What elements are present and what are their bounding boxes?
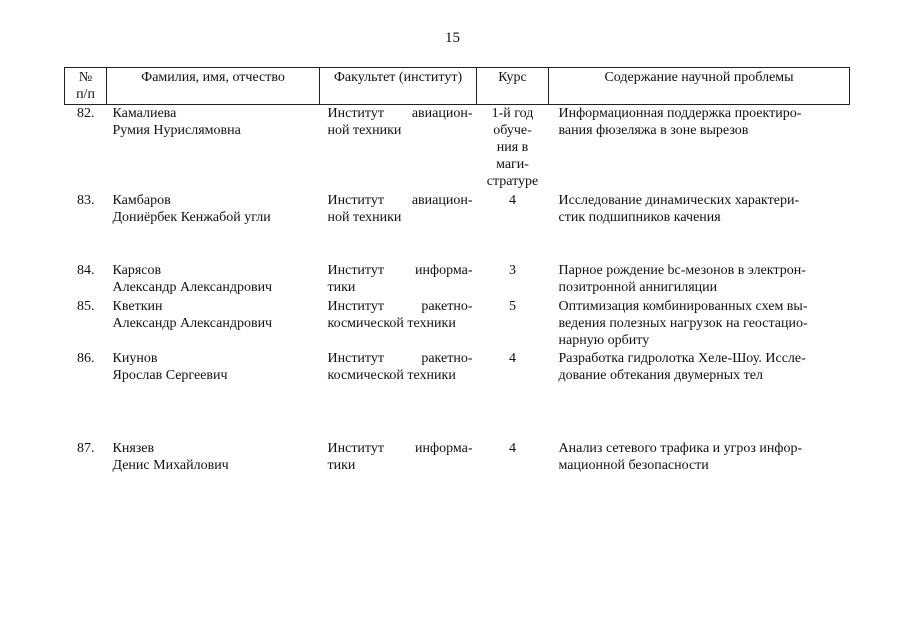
research-topic: Парное рождение bc-мезонов в электрон- позитронной аннигиляции [558, 262, 806, 295]
row-number: 85. [77, 298, 95, 314]
table-row [65, 192, 850, 262]
student-name: Киунов Ярослав Сергеевич [112, 350, 228, 383]
row-number: 82. [77, 106, 95, 121]
student-name: Карясов Александр Александрович [112, 262, 273, 295]
row-number: 86. [77, 350, 95, 366]
table-row [65, 298, 850, 350]
header-faculty: Факультет (институт) [320, 68, 477, 105]
table-row [65, 440, 850, 480]
research-topic: Анализ сетевого трафика и угроз инфор- мационной безопасности [558, 440, 803, 473]
course: 1-й год обуче- ния в маги- стратуре [486, 106, 539, 189]
student-name: Камбаров Дониёрбек Кенжабой угли [112, 192, 271, 225]
students-table [64, 67, 850, 480]
course: 4 [509, 440, 516, 456]
table-header-row [65, 68, 850, 105]
faculty: Институт ракетно- космической техники [327, 350, 473, 383]
course: 4 [509, 350, 516, 366]
faculty: Институт ракетно- космической техники [327, 298, 473, 331]
faculty: Институт информа- тики [327, 262, 473, 295]
header-name: Фамилия, имя, отчество [107, 68, 320, 105]
row-number: 84. [77, 262, 95, 278]
header-num: № п/п [65, 68, 107, 105]
research-topic: Оптимизация комбинированных схем вы- ведения полезных нагрузок на геостацио- нарную орбиту [558, 298, 808, 348]
research-topic: Разработка гидролотка Хеле-Шоу. Иссле- дование обтекания двумерных тел [558, 350, 806, 383]
student-name: Князев Денис Михайлович [112, 440, 229, 473]
row-number: 83. [77, 192, 95, 208]
faculty: Институт информа- тики [327, 440, 473, 473]
course: 3 [509, 262, 516, 278]
faculty: Институт авиацион- ной техники [327, 106, 473, 138]
course: 4 [509, 192, 516, 208]
research-topic: Исследование динамических характери- стик подшипников качения [558, 192, 800, 225]
research-topic: Информационная поддержка проектиро- вания фюзеляжа в зоне вырезов [558, 106, 802, 138]
table-row [65, 105, 850, 192]
faculty: Институт авиацион- ной техники [327, 192, 473, 225]
student-name: Камалиева Румия Нурислямовна [112, 106, 241, 138]
table-row [65, 262, 850, 298]
header-course: Курс [477, 68, 549, 105]
row-number: 87. [77, 440, 95, 456]
course: 5 [509, 298, 516, 314]
student-name: Кветкин Александр Александрович [112, 298, 273, 331]
page-number: 15 [445, 30, 460, 46]
header-topic: Содержание научной проблемы [549, 68, 850, 105]
table-row [65, 350, 850, 440]
